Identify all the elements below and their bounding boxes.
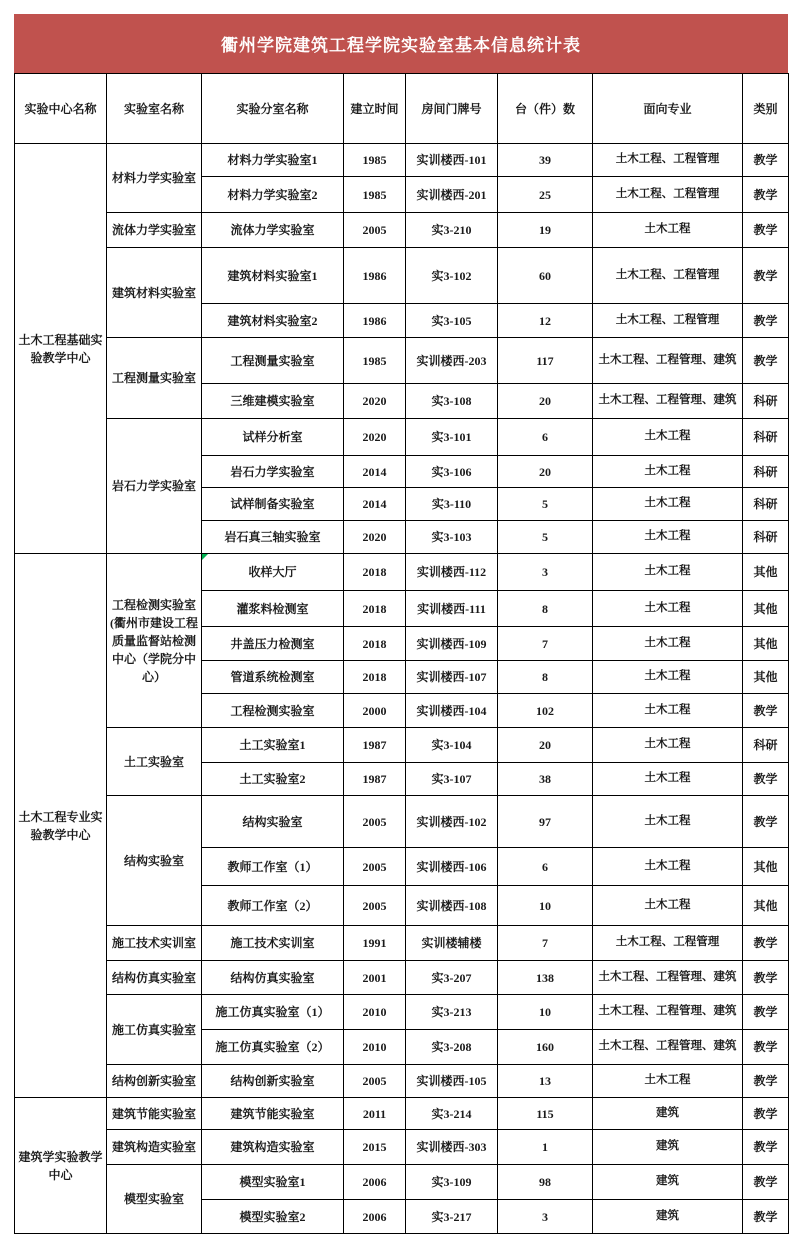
room-name-cell: 材料力学实验室1: [202, 144, 344, 177]
units-cell: 6: [498, 848, 593, 886]
center-name-cell: 建筑学实验教学中心: [15, 1098, 107, 1234]
header-established: 建立时间: [344, 74, 406, 144]
lab-info-table: [14, 73, 789, 1234]
room-name-cell: 流体力学实验室: [202, 213, 344, 248]
page-title: 衢州学院建筑工程学院实验室基本信息统计表: [221, 36, 581, 55]
year-cell: 1987: [344, 728, 406, 763]
majors-cell: 土木工程、工程管理、建筑: [593, 995, 743, 1030]
room-name-cell: 工程检测实验室: [202, 694, 344, 728]
category-cell: 教学: [743, 995, 789, 1030]
room-name-cell: 土工实验室2: [202, 763, 344, 796]
units-cell: 160: [498, 1030, 593, 1065]
room-name-cell: 灌浆料检测室: [202, 591, 344, 627]
room-name-cell: 建筑构造实验室: [202, 1130, 344, 1165]
category-cell: 教学: [743, 304, 789, 338]
room-no-cell: 实训楼西-107: [406, 661, 498, 694]
year-cell: 1985: [344, 338, 406, 384]
category-cell: 其他: [743, 661, 789, 694]
majors-cell: 土木工程、工程管理: [593, 248, 743, 304]
year-cell: 2000: [344, 694, 406, 728]
room-no-cell: 实训楼西-102: [406, 796, 498, 848]
center-name-cell: 土木工程专业实验教学中心: [15, 554, 107, 1098]
category-cell: 科研: [743, 728, 789, 763]
year-cell: 2005: [344, 1065, 406, 1098]
room-no-cell: 实训楼西-105: [406, 1065, 498, 1098]
room-no-cell: 实3-207: [406, 961, 498, 995]
majors-cell: 土木工程: [593, 886, 743, 926]
room-name-cell: 工程测量实验室: [202, 338, 344, 384]
table-row: [15, 248, 789, 304]
room-no-cell: 实训楼西-201: [406, 177, 498, 213]
room-no-cell: 实3-210: [406, 213, 498, 248]
category-cell: 教学: [743, 1065, 789, 1098]
center-name-cell: 土木工程基础实验教学中心: [15, 144, 107, 554]
majors-cell: 土木工程、工程管理、建筑: [593, 338, 743, 384]
category-cell: 教学: [743, 1098, 789, 1130]
year-cell: 2020: [344, 521, 406, 554]
room-name-cell: 管道系统检测室: [202, 661, 344, 694]
table-row: [15, 213, 789, 248]
majors-cell: 土木工程: [593, 1065, 743, 1098]
units-cell: 8: [498, 661, 593, 694]
room-name-cell: 试样分析室: [202, 419, 344, 456]
room-name-cell: 建筑节能实验室: [202, 1098, 344, 1130]
units-cell: 7: [498, 627, 593, 661]
majors-cell: 建筑: [593, 1130, 743, 1165]
room-no-cell: 实3-105: [406, 304, 498, 338]
year-cell: 2006: [344, 1200, 406, 1234]
category-cell: 其他: [743, 591, 789, 627]
units-cell: 3: [498, 1200, 593, 1234]
year-cell: 2005: [344, 796, 406, 848]
category-cell: 科研: [743, 521, 789, 554]
table-row: [15, 995, 789, 1030]
category-cell: 科研: [743, 384, 789, 419]
room-no-cell: 实3-217: [406, 1200, 498, 1234]
table-header: [15, 74, 789, 144]
category-cell: 教学: [743, 796, 789, 848]
category-cell: 教学: [743, 763, 789, 796]
majors-cell: 土木工程: [593, 419, 743, 456]
table-row: [15, 1098, 789, 1130]
year-cell: 2010: [344, 1030, 406, 1065]
units-cell: 5: [498, 488, 593, 521]
header-row: [15, 74, 789, 144]
room-name-cell: 收样大厅: [202, 554, 344, 591]
room-no-cell: 实训楼西-106: [406, 848, 498, 886]
lab-name-cell: 施工仿真实验室: [107, 995, 202, 1065]
lab-name-cell: 土工实验室: [107, 728, 202, 796]
year-cell: 2014: [344, 488, 406, 521]
room-no-cell: 实3-101: [406, 419, 498, 456]
majors-cell: 土木工程、工程管理: [593, 144, 743, 177]
category-cell: 科研: [743, 419, 789, 456]
table-body: [15, 144, 789, 1234]
table-row: [15, 728, 789, 763]
majors-cell: 土木工程: [593, 694, 743, 728]
lab-name-cell: 结构创新实验室: [107, 1065, 202, 1098]
units-cell: 6: [498, 419, 593, 456]
units-cell: 102: [498, 694, 593, 728]
lab-name-cell: 工程测量实验室: [107, 338, 202, 419]
comment-marker-icon: [202, 554, 208, 560]
room-no-cell: 实训楼西-112: [406, 554, 498, 591]
majors-cell: 土木工程、工程管理: [593, 926, 743, 961]
majors-cell: 土木工程: [593, 661, 743, 694]
year-cell: 2018: [344, 554, 406, 591]
units-cell: 7: [498, 926, 593, 961]
units-cell: 20: [498, 384, 593, 419]
lab-name-cell: 材料力学实验室: [107, 144, 202, 213]
year-cell: 2018: [344, 591, 406, 627]
category-cell: 其他: [743, 554, 789, 591]
majors-cell: 土木工程: [593, 488, 743, 521]
room-no-cell: 实3-104: [406, 728, 498, 763]
category-cell: 教学: [743, 961, 789, 995]
year-cell: 1991: [344, 926, 406, 961]
units-cell: 20: [498, 456, 593, 488]
room-no-cell: 实3-110: [406, 488, 498, 521]
table-row: [15, 926, 789, 961]
room-name-cell: 结构创新实验室: [202, 1065, 344, 1098]
year-cell: 1985: [344, 144, 406, 177]
majors-cell: 土木工程、工程管理、建筑: [593, 1030, 743, 1065]
units-cell: 98: [498, 1165, 593, 1200]
table-row: [15, 1130, 789, 1165]
room-no-cell: 实3-102: [406, 248, 498, 304]
units-cell: 97: [498, 796, 593, 848]
units-cell: 117: [498, 338, 593, 384]
room-no-cell: 实3-108: [406, 384, 498, 419]
category-cell: 其他: [743, 848, 789, 886]
majors-cell: 土木工程: [593, 848, 743, 886]
year-cell: 2018: [344, 661, 406, 694]
majors-cell: 土木工程: [593, 456, 743, 488]
category-cell: 教学: [743, 1030, 789, 1065]
room-no-cell: 实3-107: [406, 763, 498, 796]
year-cell: 2005: [344, 848, 406, 886]
category-cell: 科研: [743, 456, 789, 488]
category-cell: 教学: [743, 338, 789, 384]
category-cell: 教学: [743, 1165, 789, 1200]
majors-cell: 建筑: [593, 1098, 743, 1130]
room-no-cell: 实3-214: [406, 1098, 498, 1130]
lab-name-cell: 建筑节能实验室: [107, 1098, 202, 1130]
year-cell: 2015: [344, 1130, 406, 1165]
year-cell: 2001: [344, 961, 406, 995]
room-name-cell: 建筑材料实验室1: [202, 248, 344, 304]
room-name-cell: 三维建模实验室: [202, 384, 344, 419]
category-cell: 其他: [743, 627, 789, 661]
units-cell: 138: [498, 961, 593, 995]
units-cell: 25: [498, 177, 593, 213]
room-no-cell: 实训楼西-203: [406, 338, 498, 384]
room-name-cell: 建筑材料实验室2: [202, 304, 344, 338]
lab-name-cell: 结构实验室: [107, 796, 202, 926]
majors-cell: 土木工程: [593, 213, 743, 248]
room-no-cell: 实3-208: [406, 1030, 498, 1065]
header-majors: 面向专业: [593, 74, 743, 144]
units-cell: 60: [498, 248, 593, 304]
room-name-cell: 施工技术实训室: [202, 926, 344, 961]
category-cell: 科研: [743, 488, 789, 521]
majors-cell: 建筑: [593, 1165, 743, 1200]
units-cell: 8: [498, 591, 593, 627]
room-name-cell: 模型实验室2: [202, 1200, 344, 1234]
category-cell: 教学: [743, 248, 789, 304]
room-no-cell: 实3-213: [406, 995, 498, 1030]
room-name-cell: 结构实验室: [202, 796, 344, 848]
units-cell: 115: [498, 1098, 593, 1130]
room-name-cell: 材料力学实验室2: [202, 177, 344, 213]
table-row: [15, 554, 789, 591]
header-category: 类别: [743, 74, 789, 144]
year-cell: 1986: [344, 304, 406, 338]
year-cell: 2010: [344, 995, 406, 1030]
header-unit-count: 台（件）数: [498, 74, 593, 144]
lab-name-cell: 岩石力学实验室: [107, 419, 202, 554]
category-cell: 教学: [743, 694, 789, 728]
year-cell: 2005: [344, 886, 406, 926]
year-cell: 1986: [344, 248, 406, 304]
table-row: [15, 796, 789, 848]
majors-cell: 土木工程: [593, 554, 743, 591]
units-cell: 19: [498, 213, 593, 248]
room-no-cell: 实训楼辅楼: [406, 926, 498, 961]
year-cell: 2014: [344, 456, 406, 488]
units-cell: 13: [498, 1065, 593, 1098]
room-no-cell: 实训楼西-108: [406, 886, 498, 926]
lab-name-cell: 模型实验室: [107, 1165, 202, 1234]
lab-name-cell: 结构仿真实验室: [107, 961, 202, 995]
year-cell: 1985: [344, 177, 406, 213]
room-name-cell: 岩石力学实验室: [202, 456, 344, 488]
room-no-cell: 实训楼西-104: [406, 694, 498, 728]
majors-cell: 建筑: [593, 1200, 743, 1234]
room-name-cell: 结构仿真实验室: [202, 961, 344, 995]
units-cell: 38: [498, 763, 593, 796]
lab-name-cell: 流体力学实验室: [107, 213, 202, 248]
category-cell: 教学: [743, 926, 789, 961]
units-cell: 39: [498, 144, 593, 177]
majors-cell: 土木工程、工程管理: [593, 304, 743, 338]
category-cell: 教学: [743, 213, 789, 248]
room-no-cell: 实3-106: [406, 456, 498, 488]
majors-cell: 土木工程、工程管理、建筑: [593, 961, 743, 995]
units-cell: 12: [498, 304, 593, 338]
category-cell: 教学: [743, 1130, 789, 1165]
room-name-cell: 土工实验室1: [202, 728, 344, 763]
table-row: [15, 144, 789, 177]
category-cell: 教学: [743, 144, 789, 177]
room-no-cell: 实3-109: [406, 1165, 498, 1200]
year-cell: 2020: [344, 384, 406, 419]
units-cell: 10: [498, 995, 593, 1030]
room-no-cell: 实3-103: [406, 521, 498, 554]
table-row: [15, 1165, 789, 1200]
majors-cell: 土木工程: [593, 521, 743, 554]
room-name-cell: 施工仿真实验室（1）: [202, 995, 344, 1030]
room-name-cell: 井盖压力检测室: [202, 627, 344, 661]
units-cell: 20: [498, 728, 593, 763]
room-name-cell: 岩石真三轴实验室: [202, 521, 344, 554]
year-cell: 2011: [344, 1098, 406, 1130]
units-cell: 3: [498, 554, 593, 591]
year-cell: 2006: [344, 1165, 406, 1200]
majors-cell: 土木工程、工程管理: [593, 177, 743, 213]
table-title-banner: [14, 14, 788, 73]
majors-cell: 土木工程: [593, 728, 743, 763]
lab-name-cell: 建筑构造实验室: [107, 1130, 202, 1165]
majors-cell: 土木工程: [593, 627, 743, 661]
room-no-cell: 实训楼西-111: [406, 591, 498, 627]
year-cell: 2005: [344, 213, 406, 248]
majors-cell: 土木工程: [593, 763, 743, 796]
room-no-cell: 实训楼西-303: [406, 1130, 498, 1165]
majors-cell: 土木工程、工程管理、建筑: [593, 384, 743, 419]
category-cell: 教学: [743, 177, 789, 213]
table-row: [15, 961, 789, 995]
table-row: [15, 1065, 789, 1098]
header-room-number: 房间门牌号: [406, 74, 498, 144]
header-room-name: 实验分室名称: [202, 74, 344, 144]
units-cell: 10: [498, 886, 593, 926]
year-cell: 2020: [344, 419, 406, 456]
room-name-cell: 施工仿真实验室（2）: [202, 1030, 344, 1065]
table-row: [15, 338, 789, 384]
room-name-cell: 教师工作室（1）: [202, 848, 344, 886]
room-no-cell: 实训楼西-109: [406, 627, 498, 661]
units-cell: 5: [498, 521, 593, 554]
year-cell: 1987: [344, 763, 406, 796]
room-name-cell: 教师工作室（2）: [202, 886, 344, 926]
header-center-name: 实验中心名称: [15, 74, 107, 144]
year-cell: 2018: [344, 627, 406, 661]
lab-name-cell: 施工技术实训室: [107, 926, 202, 961]
majors-cell: 土木工程: [593, 796, 743, 848]
lab-name-cell: 建筑材料实验室: [107, 248, 202, 338]
units-cell: 1: [498, 1130, 593, 1165]
room-no-cell: 实训楼西-101: [406, 144, 498, 177]
lab-name-cell: 工程检测实验室(衢州市建设工程质量监督站检测中心（学院分中心）: [107, 554, 202, 728]
majors-cell: 土木工程: [593, 591, 743, 627]
room-name-cell: 模型实验室1: [202, 1165, 344, 1200]
table-row: [15, 419, 789, 456]
header-lab-name: 实验室名称: [107, 74, 202, 144]
category-cell: 其他: [743, 886, 789, 926]
category-cell: 教学: [743, 1200, 789, 1234]
room-name-cell: 试样制备实验室: [202, 488, 344, 521]
